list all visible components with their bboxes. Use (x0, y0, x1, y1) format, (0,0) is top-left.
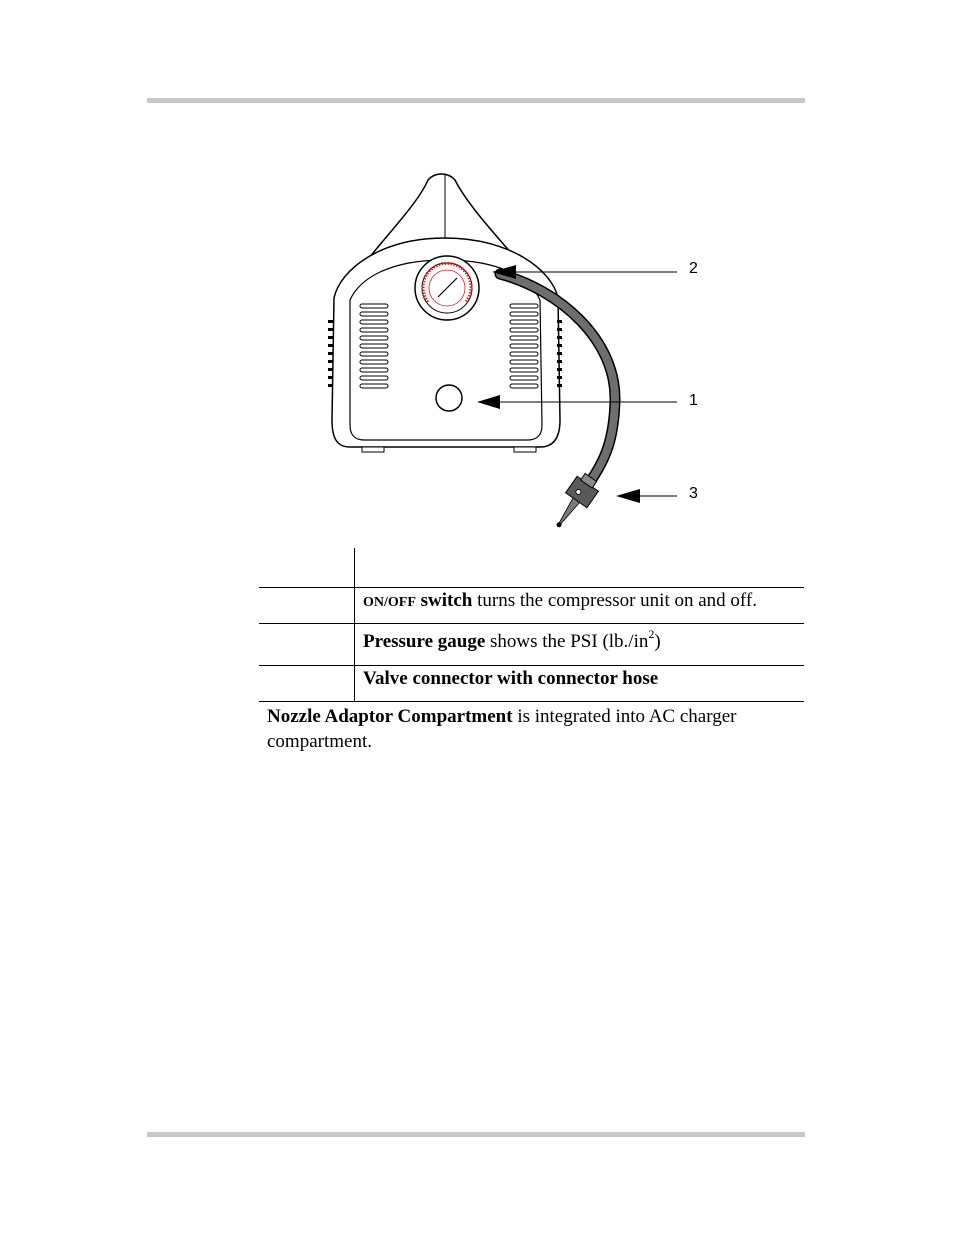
callout-label-2: 2 (689, 260, 698, 277)
nozzle-term: Nozzle Adaptor Compartment (267, 706, 513, 727)
table-row-divider (259, 701, 804, 702)
table-row-divider (259, 623, 804, 624)
gauge-description: shows the PSI (lb./in (485, 631, 649, 652)
gauge-term: Pressure gauge (363, 631, 486, 652)
nozzle-note (267, 704, 807, 754)
switch-description: turns the compressor unit on and off. (472, 590, 757, 611)
footer-rule (147, 1132, 805, 1137)
callout-label-1: 1 (689, 392, 698, 409)
table-column-divider (354, 548, 355, 701)
gauge-suffix: ) (654, 631, 661, 652)
header-rule (147, 98, 805, 103)
table-row (363, 590, 757, 612)
nozzle-text: is integrated into AC charger compartment. (267, 706, 737, 752)
table-row-divider (259, 587, 804, 588)
switch-term: switch (415, 590, 473, 611)
table-row (363, 668, 658, 690)
table-row-divider (259, 665, 804, 666)
valve-term: Valve connector with connector hose (363, 668, 659, 689)
switch-term-prefix: ON/OFF (363, 595, 416, 610)
gauge-superscript: 2 (648, 627, 655, 641)
callout-label-3: 3 (689, 485, 698, 502)
table-row (363, 627, 661, 653)
compressor-illustration (320, 170, 720, 540)
